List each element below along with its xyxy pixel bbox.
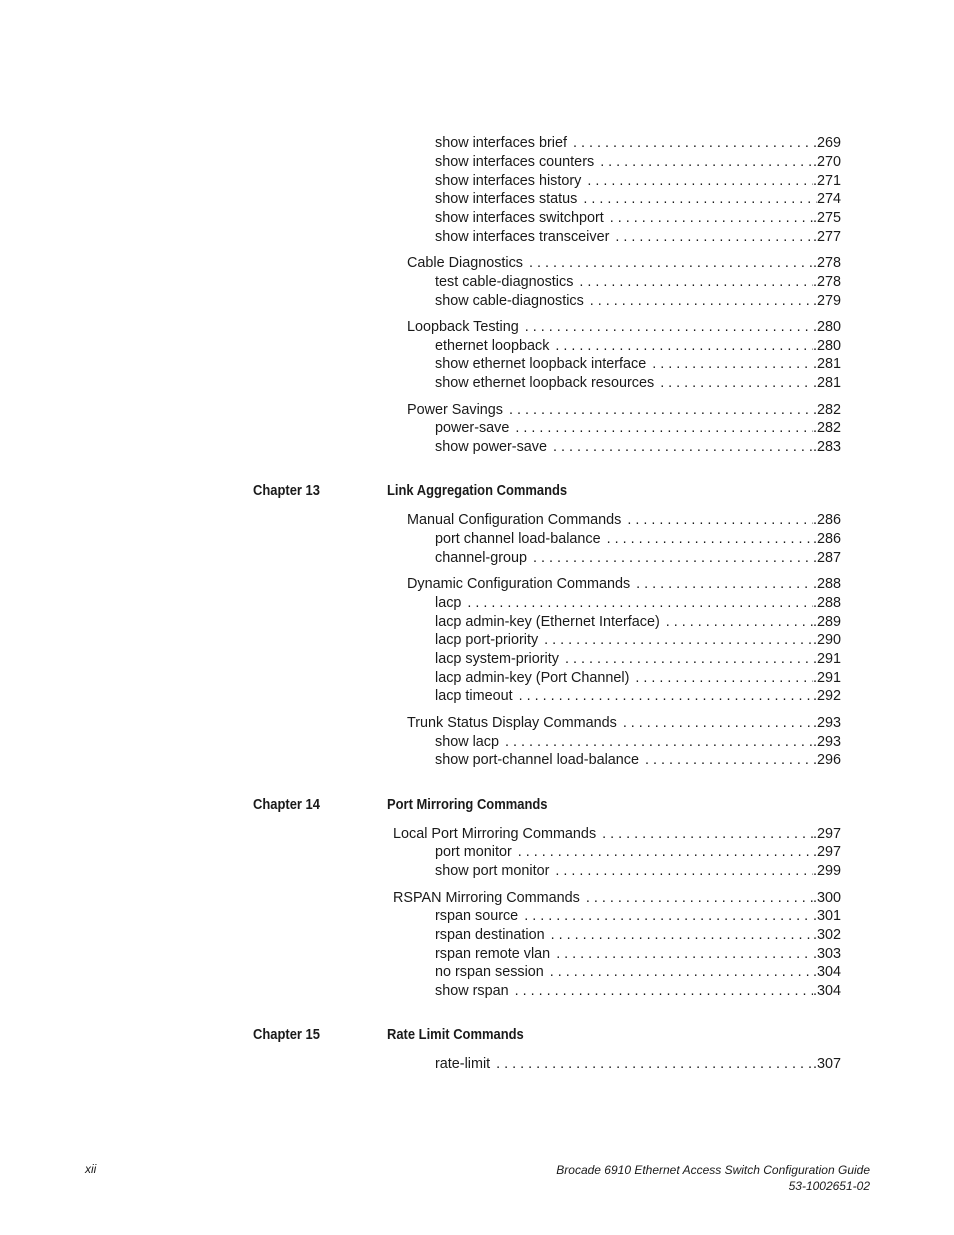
toc-entry-label: Local Port Mirroring Commands: [393, 826, 597, 842]
toc-entry-label: show port-channel load-balance: [435, 752, 639, 768]
toc-entry[interactable]: [407, 575, 841, 594]
dot-leader: [529, 254, 813, 273]
toc-entry-label: Dynamic Configuration Commands: [407, 576, 631, 592]
toc-entry-label: lacp: [435, 595, 462, 611]
toc-entry[interactable]: [435, 419, 841, 438]
toc-entry[interactable]: [435, 549, 841, 568]
toc-entry-page: .287: [812, 550, 841, 566]
toc-entry-page: .293: [812, 734, 841, 750]
toc-entry-label: lacp timeout: [435, 688, 513, 704]
dot-leader: [600, 153, 813, 172]
dot-leader: [544, 631, 813, 650]
toc-entry-label: rspan remote vlan: [435, 946, 551, 962]
footer-doc-number: 53-1002651-02: [788, 1179, 870, 1193]
toc-entry-label: Cable Diagnostics: [407, 255, 523, 271]
toc-entry-label: test cable-diagnostics: [435, 274, 574, 290]
toc-entry-label: power-save: [435, 420, 510, 436]
toc-entry-label: show interfaces transceiver: [435, 229, 610, 245]
dot-leader: [627, 511, 813, 530]
toc-entry-label: show interfaces counters: [435, 154, 595, 170]
toc-entry-page: .277: [812, 229, 841, 245]
toc-entry-label: show ethernet loopback interface: [435, 356, 647, 372]
toc-entry[interactable]: [435, 613, 841, 632]
toc-entry-label: show rspan: [435, 983, 509, 999]
dot-leader: [645, 751, 813, 770]
toc-entry-page: .281: [812, 375, 841, 391]
toc-entry[interactable]: [435, 153, 841, 172]
toc-entry[interactable]: [435, 134, 841, 153]
dot-leader: [515, 419, 813, 438]
dot-leader: [525, 318, 813, 337]
toc-entry-page: .280: [812, 319, 841, 335]
toc-entry[interactable]: [407, 714, 841, 733]
dot-leader: [565, 650, 813, 669]
toc-entry-page: .291: [812, 670, 841, 686]
toc-entry[interactable]: [435, 751, 841, 770]
dot-leader: [555, 862, 813, 881]
toc-entry[interactable]: [435, 594, 841, 613]
toc-entry-label: show lacp: [435, 734, 499, 750]
toc-entry-label: Loopback Testing: [407, 319, 519, 335]
toc-entry-page: .301: [812, 908, 841, 924]
dot-leader: [610, 209, 813, 228]
toc-entry[interactable]: [407, 511, 841, 530]
toc-entry-label: no rspan session: [435, 964, 544, 980]
toc-entry[interactable]: [435, 862, 841, 881]
toc-entry[interactable]: [435, 438, 841, 457]
toc-entry[interactable]: [435, 337, 841, 356]
toc-entry-page: .297: [812, 826, 841, 842]
toc-entry-page: .290: [812, 632, 841, 648]
toc-entry-label: lacp port-priority: [435, 632, 539, 648]
toc-entry-page: .297: [812, 844, 841, 860]
toc-entry-page: .293: [812, 715, 841, 731]
toc-entry-label: show interfaces history: [435, 173, 582, 189]
toc-entry-label: rspan source: [435, 908, 519, 924]
toc-entry[interactable]: [435, 631, 841, 650]
toc-entry[interactable]: [435, 963, 841, 982]
dot-leader: [666, 613, 813, 632]
toc-entry-label: show power-save: [435, 439, 547, 455]
dot-leader: [587, 172, 813, 191]
toc-entry-label: show interfaces switchport: [435, 210, 604, 226]
toc-entry-page: .283: [812, 439, 841, 455]
dot-leader: [635, 669, 813, 688]
toc-entry-page: .296: [812, 752, 841, 768]
toc-entry-label: rate-limit: [435, 1056, 491, 1072]
toc-entry-label: show port monitor: [435, 863, 550, 879]
toc-entry-page: .282: [812, 420, 841, 436]
footer-page-number: xii: [85, 1162, 97, 1176]
toc-entry[interactable]: [407, 254, 841, 273]
toc-entry-label: lacp admin-key (Port Channel): [435, 670, 630, 686]
toc-entry-page: .270: [812, 154, 841, 170]
dot-leader: [590, 292, 813, 311]
toc-entry-page: .300: [812, 890, 841, 906]
toc-entry-page: .299: [812, 863, 841, 879]
dot-leader: [623, 714, 813, 733]
chapter-heading[interactable]: [0, 1025, 954, 1045]
toc-entry[interactable]: [435, 209, 841, 228]
toc-entry-label: lacp admin-key (Ethernet Interface): [435, 614, 660, 630]
toc-entry-label: lacp system-priority: [435, 651, 559, 667]
toc-entry-page: .282: [812, 402, 841, 418]
footer-doc-info: [556, 1162, 870, 1194]
toc-entry[interactable]: [435, 669, 841, 688]
toc-entry-page: .302: [812, 927, 841, 943]
toc-entry-page: .307: [812, 1056, 841, 1072]
toc-entry-page: .292: [812, 688, 841, 704]
toc-entry-label: show cable-diagnostics: [435, 293, 584, 309]
toc-entry[interactable]: [393, 889, 841, 908]
dot-leader: [515, 982, 813, 1001]
toc-entry-label: Power Savings: [407, 402, 503, 418]
dot-leader: [573, 134, 813, 153]
dot-leader: [636, 575, 813, 594]
toc-entry-label: show ethernet loopback resources: [435, 375, 655, 391]
toc-entry-label: port monitor: [435, 844, 512, 860]
dot-leader: [467, 594, 813, 613]
toc-entry-page: .271: [812, 173, 841, 189]
dot-leader: [519, 687, 813, 706]
toc-entry-page: .291: [812, 651, 841, 667]
toc-entry[interactable]: [393, 825, 841, 844]
toc-entry-page: .286: [812, 512, 841, 528]
dot-leader: [533, 549, 813, 568]
dot-leader: [660, 374, 813, 393]
toc-entry-label: rspan destination: [435, 927, 545, 943]
toc-entry-page: 274: [816, 191, 841, 207]
dot-leader: [553, 438, 813, 457]
toc-entry[interactable]: [435, 650, 841, 669]
toc-entry[interactable]: [435, 1055, 841, 1074]
toc-entry-label: show interfaces brief: [435, 135, 567, 151]
dot-leader: [615, 228, 813, 247]
toc-entry-label: ethernet loopback: [435, 338, 550, 354]
toc-entry[interactable]: [435, 228, 841, 247]
toc-entry[interactable]: [435, 945, 841, 964]
toc-entry-page: .286: [812, 531, 841, 547]
toc-entry[interactable]: [435, 530, 841, 549]
toc-entry[interactable]: [435, 190, 841, 209]
chapter-number: Chapter 14: [253, 797, 320, 813]
toc-entry-page: .289: [812, 614, 841, 630]
dot-leader: [509, 401, 813, 420]
toc-entry[interactable]: [435, 273, 841, 292]
dot-leader: [496, 1055, 813, 1074]
toc-entry[interactable]: [407, 401, 841, 420]
dot-leader: [505, 733, 813, 752]
toc-entry[interactable]: [435, 907, 841, 926]
dot-leader: [652, 355, 813, 374]
toc-entry[interactable]: [435, 982, 841, 1001]
dot-leader: [607, 530, 813, 549]
toc-entry[interactable]: [435, 355, 841, 374]
toc-entry-label: channel-group: [435, 550, 528, 566]
chapter-number: Chapter 13: [253, 483, 320, 499]
toc-entry-page: .304: [812, 964, 841, 980]
toc-entry[interactable]: [435, 733, 841, 752]
toc-entry[interactable]: [435, 172, 841, 191]
chapter-title: Port Mirroring Commands: [387, 797, 548, 813]
dot-leader: [583, 190, 817, 209]
toc-entry-label: Manual Configuration Commands: [407, 512, 622, 528]
toc-entry-label: show interfaces status: [435, 191, 578, 207]
chapter-title: Link Aggregation Commands: [387, 483, 568, 499]
toc-entry-page: .288: [812, 595, 841, 611]
toc-entry-label: RSPAN Mirroring Commands: [393, 890, 580, 906]
toc-entry-page: .278: [812, 255, 841, 271]
toc-entry-page: .288: [812, 576, 841, 592]
toc-entry-page: .304: [812, 983, 841, 999]
dot-leader: [524, 907, 813, 926]
dot-leader: [551, 926, 813, 945]
toc-entry[interactable]: [435, 687, 841, 706]
toc-entry[interactable]: [435, 926, 841, 945]
toc-entry-page: .281: [812, 356, 841, 372]
toc-entry-page: .278: [812, 274, 841, 290]
footer-doc-title: Brocade 6910 Ethernet Access Switch Configuration Guide: [556, 1163, 870, 1177]
toc-entry[interactable]: [435, 292, 841, 311]
toc-entry-page: .303: [812, 946, 841, 962]
toc-entry-page: .275: [812, 210, 841, 226]
dot-leader: [602, 825, 813, 844]
chapter-number: Chapter 15: [253, 1027, 320, 1043]
toc-entry-page: .279: [812, 293, 841, 309]
chapter-heading[interactable]: [0, 795, 954, 815]
toc-entry-page: .269: [812, 135, 841, 151]
dot-leader: [518, 843, 813, 862]
chapter-title: Rate Limit Commands: [387, 1027, 524, 1043]
toc-entry[interactable]: [435, 843, 841, 862]
dot-leader: [556, 945, 813, 964]
dot-leader: [550, 963, 813, 982]
dot-leader: [555, 337, 813, 356]
toc-entry[interactable]: [407, 318, 841, 337]
dot-leader: [586, 889, 813, 908]
chapter-heading[interactable]: [0, 481, 954, 501]
toc-entry-label: port channel load-balance: [435, 531, 601, 547]
toc-entry-label: Trunk Status Display Commands: [407, 715, 617, 731]
toc-entry[interactable]: [435, 374, 841, 393]
dot-leader: [579, 273, 813, 292]
toc-entry-page: .280: [812, 338, 841, 354]
